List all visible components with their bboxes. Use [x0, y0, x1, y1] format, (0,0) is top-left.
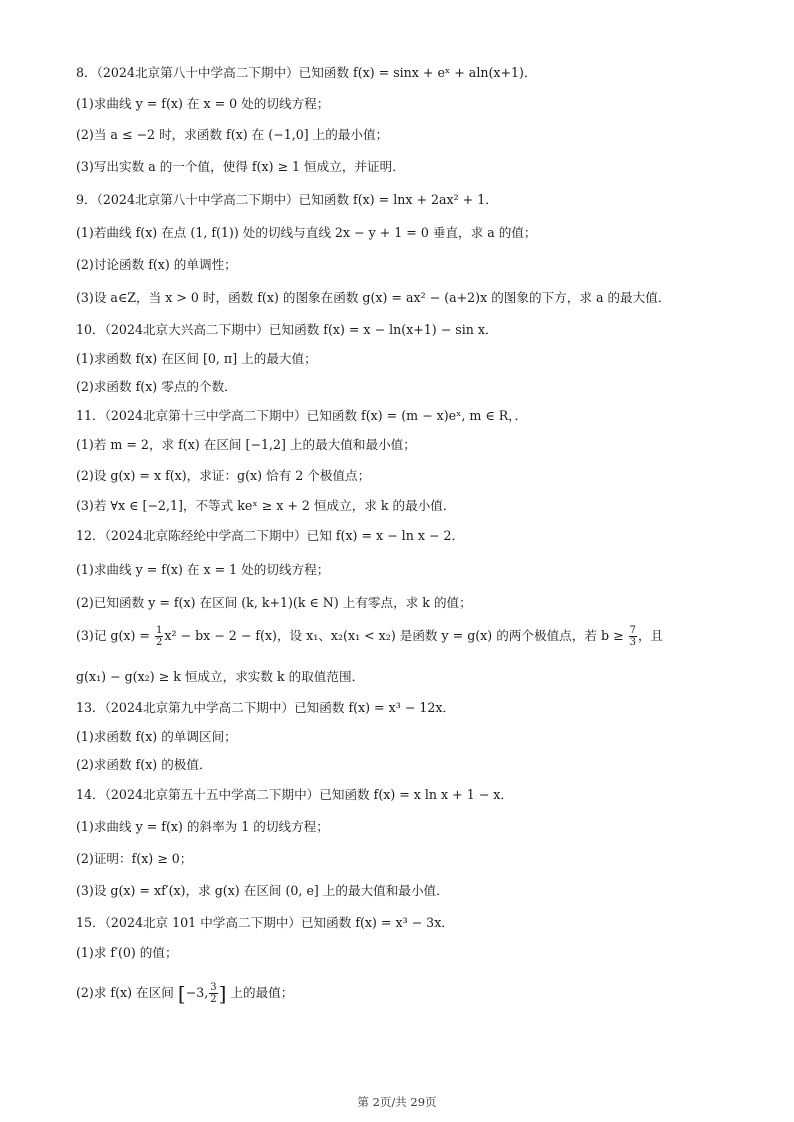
fraction-three-halves: $\frac{3}{2}$ [210, 982, 217, 1005]
question-8-part-3: (3)写出实数 a 的一个值，使得 f(x) ≥ 1 恒成立，并证明． [76, 159, 405, 174]
question-14-part-1: (1)求曲线 y = f(x) 的斜率为 1 的切线方程； [76, 819, 329, 834]
interval-left: −3, [185, 985, 209, 1000]
question-12-part-3-continued: g(x₁) − g(x₂) ≥ k 恒成立，求实数 k 的取值范围． [76, 669, 365, 684]
question-11-part-2: (2)设 g(x) = x f(x)，求证：g(x) 恰有 2 个极值点； [76, 468, 371, 483]
question-9-stem: 9．（2024北京第八十中学高二下期中）已知函数 f(x) = lnx + 2ax² + 1． [76, 192, 498, 207]
question-10-part-1: (1)求函数 f(x) 在区间 [0, π] 上的最大值； [76, 351, 317, 366]
question-14-stem: 14．（2024北京第五十五中学高二下期中）已知函数 f(x) = x ln x + 1 − x． [76, 787, 513, 802]
question-10-stem: 10．（2024北京大兴高二下期中）已知函数 f(x) = x − ln(x+1) − sin x． [76, 322, 498, 337]
question-11-part-1: (1)若 m = 2，求 f(x) 在区间 [−1,2] 上的最大值和最小值； [76, 437, 416, 452]
question-13-part-1: (1)求函数 f(x) 的单调区间； [76, 729, 237, 744]
question-14-part-3: (3)设 g(x) = xf′(x)，求 g(x) 在区间 (0, e] 上的最大值和最小值． [76, 883, 449, 898]
question-12-part-2: (2)已知函数 y = f(x) 在区间 (k, k+1)(k ∈ N) 上有零点，求 k 的值； [76, 595, 472, 610]
right-bracket: ] [218, 981, 227, 1006]
question-8-stem: 8．（2024北京第八十中学高二下期中）已知函数 f(x) = sinx + eˣ + aln(x+1)． [76, 65, 537, 80]
q15-2-after: 上的最值； [226, 985, 294, 1000]
question-11-stem: 11．（2024北京第十三中学高二下期中）已知函数 f(x) = (m − x)eˣ, m ∈ R，． [76, 408, 528, 423]
question-13-stem: 13．（2024北京第九中学高二下期中）已知函数 f(x) = x³ − 12x． [76, 700, 456, 715]
q15-2-before: (2)求 f(x) 在区间 [76, 985, 178, 1000]
question-12-part-3 [76, 624, 736, 648]
question-9-part-2: (2)讨论函数 f(x) 的单调性； [76, 257, 237, 272]
question-12-stem: 12．（2024北京陈经纶中学高二下期中）已知 f(x) = x − ln x − 2． [76, 528, 465, 543]
question-12-part-1: (1)求曲线 y = f(x) 在 x = 1 处的切线方程； [76, 562, 330, 577]
question-15-part-2 [76, 978, 736, 1009]
q12-3-before: (3)记 g(x) = [76, 628, 154, 643]
question-15-stem: 15．（2024北京 101 中学高二下期中）已知函数 f(x) = x³ − 3x． [76, 915, 454, 930]
question-15-part-1: (1)求 f′(0) 的值； [76, 945, 178, 960]
q12-3-middle: x² − bx − 2 − f(x)，设 x₁、x₂(x₁ < x₂) 是函数 y = g(x) 的两个极值点，若 b ≥ [164, 628, 628, 643]
fraction-one-half: $\frac{1}{2}$ [156, 625, 163, 648]
question-10-part-2: (2)求函数 f(x) 零点的个数． [76, 379, 237, 394]
q12-3-after: ，且 [637, 628, 664, 643]
question-11-part-3: (3)若 ∀x ∈ [−2,1]，不等式 keˣ ≥ x + 2 恒成立，求 k 的最小值． [76, 498, 456, 513]
question-13-part-2: (2)求函数 f(x) 的极值． [76, 757, 212, 772]
left-bracket: [ [177, 981, 186, 1006]
question-9-part-1: (1)若曲线 f(x) 在点 (1, f(1)) 处的切线与直线 2x − y + 1 = 0 垂直，求 a 的值； [76, 225, 537, 240]
question-9-part-3: (3)设 a∈Z，当 x > 0 时，函数 f(x) 的图象在函数 g(x) = ax² − (a+2)x 的图象的下方，求 a 的最大值． [76, 290, 671, 305]
question-14-part-2: (2)证明：f(x) ≥ 0； [76, 851, 193, 866]
question-8-part-2: (2)当 a ≤ −2 时，求函数 f(x) 在 (−1,0] 上的最小值； [76, 127, 389, 142]
page-footer: 第 2页/共 29页 [357, 1095, 437, 1109]
question-8-part-1: (1)求曲线 y = f(x) 在 x = 0 处的切线方程； [76, 96, 330, 111]
fraction-seven-thirds: $\frac{7}{3}$ [629, 625, 636, 648]
